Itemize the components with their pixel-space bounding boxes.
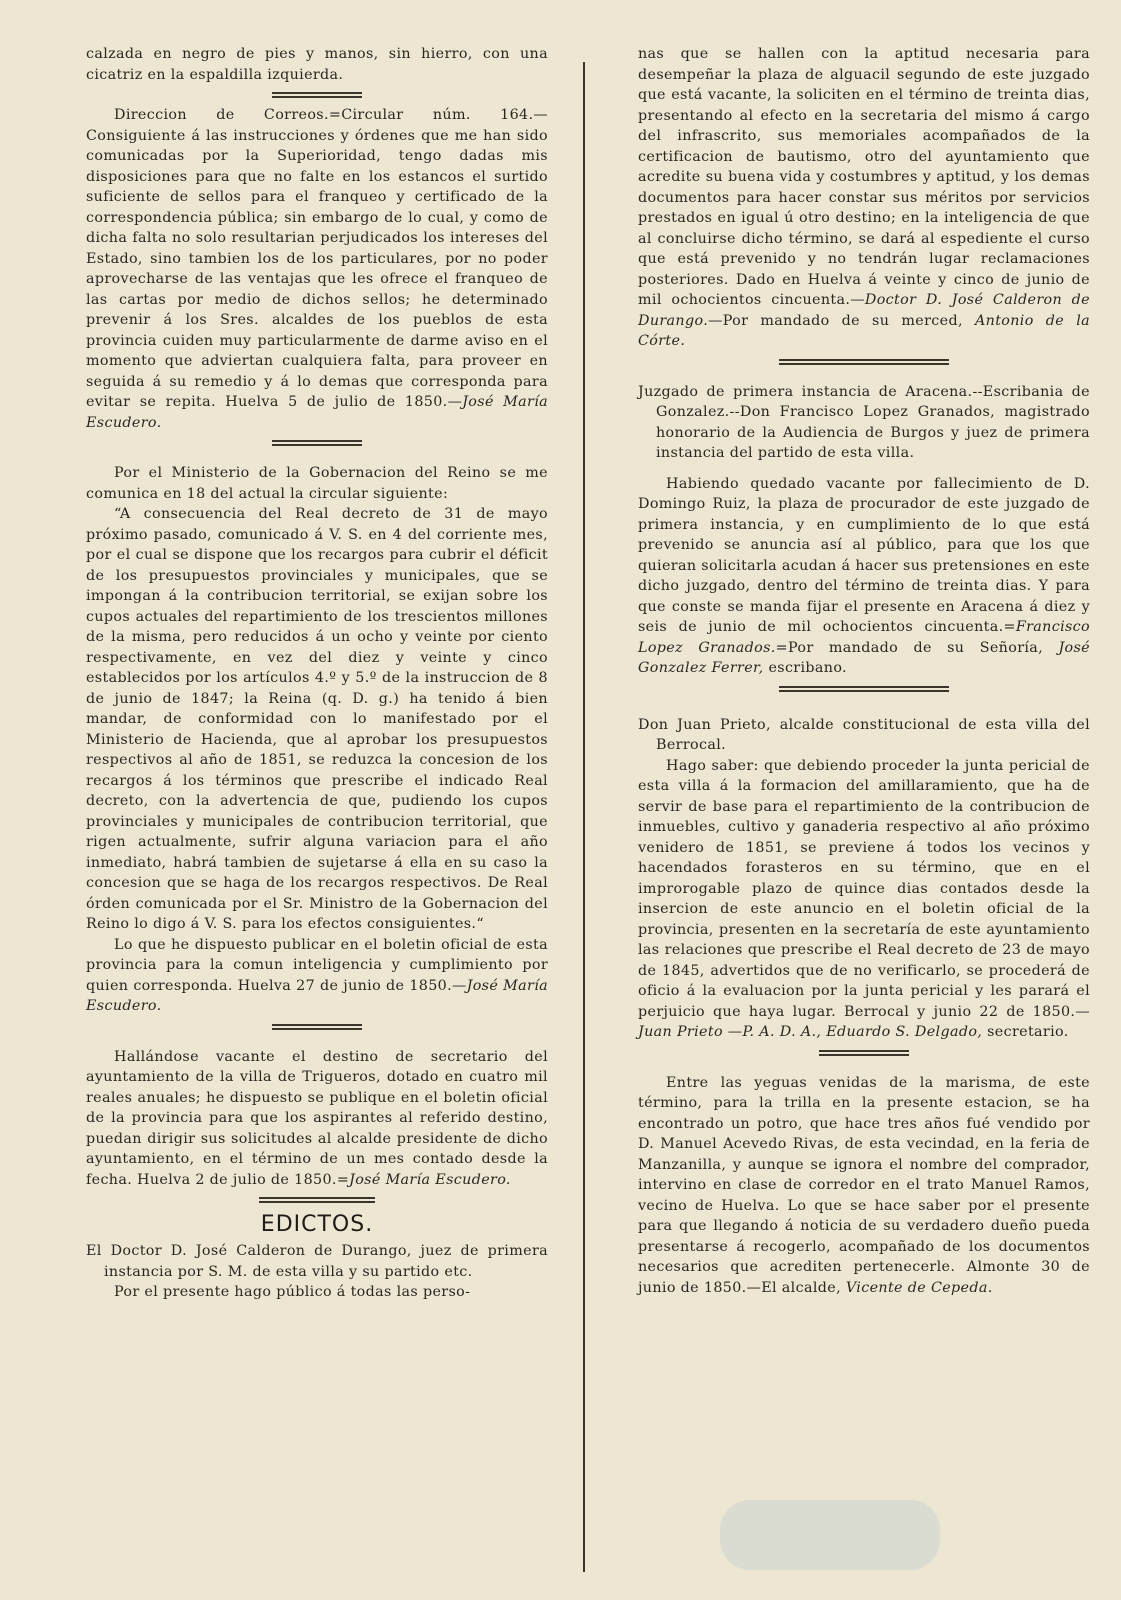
notice-gobernacion-closing-text: Lo que he dispuesto publicar en el boletin oficial de esta provincia para la comun inteligencia y cumplimiento por quien corresponda. Huelva 27 de junio de 1850.: [86, 936, 548, 994]
edict-berrocal-signature: —Juan Prieto —P. A. D. A.,: [638, 1003, 1090, 1040]
notice-gobernacion-circular: “A consecuencia del Real decreto de 31 de mayo próximo pasado, comunicado á V. S. en 4 del corriente mes, por el cual se dispone que los recargos para cubrir el déficit de los presupuestos provinciales y municipales, que se impongan á la contribucion territorial, se exijan sobre los cupos actuales del repartimiento de los trescientos millones de la misma, pero reducidos á un ocho y veinte por ciento respectivamente, en vez del diez y veinte y cinco establecidos por los artículos 4.º y 5.º de la instruccion de 8 de junio de 1847; la Reina (q. D. g.) ha tenido á bien mandar, de conformidad con lo manifestado por el Ministerio de Hacienda, que al aprobar los presupuestos respectivos al año de 1851, se reduzca la concesion de los recargos á los términos que prescribe el indicado Real decreto, con la advertencia de que, pudiendo los cupos provinciales y municipales de contribucion territorial, que rigen actualmente, sufrir alguna variacion para el año inmediato, habrá tambien de sujetarse á ella en su caso la concesion que se haga de los recargos respectivos. De Real órden comunicada por el Sr. Ministro de la Gobernacion del Reino lo digo á V. S. para los efectos consiguientes.“: [86, 506, 548, 932]
separator-rule: [86, 85, 548, 105]
edict-berrocal-text: Hago saber: que debiendo proceder la junta pericial de esta villa á la formacion del amillaramiento, que ha de servir de base para el repartimiento de la contribucion de inmuebles, cultivo y ganaderia respectivo al año próximo venidero de 1851, se previene á todos los vecinos y hacendados forasteros en su término, que en el improrogable plazo de quince dias contados desde la insercion de este anuncio en el boletin oficial de la provincia, presenten en la secretaría de este ayuntamiento las relaciones que prescribe el Real decreto de 23 de mayo de 1845, advertidos que de no verificarlo, se procederá de oficio á la evaluacion por la junta pericial y les parará el perjuicio que haya lugar. Berrocal y junio 22 de 1850.: [638, 757, 1090, 1020]
edict-alguacil-tail: —Por mandado de su merced,: [708, 312, 963, 329]
spacer: [638, 699, 1090, 715]
edict-alguacil-text: nas que se hallen con la aptitud necesaria para desempeñar la plaza de alguacil segundo de este juzgado que está vacante, la soliciten en el término de treinta dias, presentando al efecto en la secretaria del mismo á cargo del infrascrito, sus memoriales acompañados de la certificacion de bautismo, otro del ayuntamiento que acredite su buena vida y costumbres y aptitud, y los demas documentos para hacer constar sus méritos por servicios prestados en igual ú otro destino; en la inteligencia de que al concluirse dicho término, se dará al espediente el curso que está prevenido y no tendrán lugar reclamaciones posteriores. Dado en Huelva á veinte y cinco de junio de mil ochocientos cincuenta.: [638, 46, 1090, 308]
spacer: [638, 372, 1090, 382]
notice-almonte-colt: [638, 1073, 1090, 1299]
edict-aracena-text: Habiendo quedado vacante por fallecimiento de D. Domingo Ruiz, la plaza de procurador de este juzgado de primera instancia, y en cumplimiento de lo que está prevenido se anuncia así al público, para que los que quieran solicitarla acudan á hacer sus pretensiones en este dicho juzgado, dentro del término de treinta dias. Y para que conste se manda fijar el presente en Aracena á diez y seis de junio de mil ochocientos cincuenta.: [638, 475, 1090, 635]
notice-gobernacion-intro: Por el Ministerio de la Gobernacion del Reino se me comunica en 18 del actual la circular siguiente:: [86, 465, 548, 502]
edict-judge-text-start: Por el presente hago público á todas las perso-: [114, 1284, 471, 1300]
left-column: [86, 44, 548, 1303]
separator-rule: [638, 352, 1090, 372]
spacer: [86, 453, 548, 463]
edict-aracena-clerk: José Gonzalez Ferrer,: [638, 639, 1090, 676]
separator-rule: [86, 433, 548, 453]
separator-rule: [86, 1017, 548, 1037]
edict-berrocal: [638, 756, 1090, 1043]
notice-almonte-text: Entre las yeguas venidas de la marisma, de este término, para la trilla en la presente estacion, se ha encontrado un potro, que hace tres años fué vendido por D. Manuel Acevedo Rivas, de esta vecindad, en la feria de Manzanilla, y aunque se ignora el nombre del comprador, intervino en clase de corredor en el trato Manuel Ramos, vecino de Huelva. Lo que se hace saber por el presente para que llegando á noticia de su verdadero dueño pueda presentarse á recogerlo, acompañado de los documentos necesarios que acrediten pertenecerle. Almonte 30 de junio de 1850.—El alcalde,: [638, 1074, 1090, 1296]
separator-rule: [86, 1190, 548, 1210]
notice-trigueros-signature: =José María Escudero.: [336, 1171, 511, 1188]
edict-aracena-header: Juzgado de primera instancia de Aracena.--Escribania de Gonzalez.--Don Francisco Lopez Granados, magistrado honorario de la Audiencia de Burgos y juez de primera instancia del partido de esta villa.: [638, 383, 1090, 461]
separator-rule: [638, 1043, 1090, 1063]
edict-berrocal-header: Don Juan Prieto, alcalde constitucional de esta villa del Berrocal.: [638, 716, 1090, 753]
separator-rule: [638, 679, 1090, 699]
edict-alguacil: [638, 44, 1090, 352]
notice-correos-text: Direccion de Correos.=Circular núm. 164.— Consiguiente á las instrucciones y órdenes que me han sido comunicadas por la Superioridad, tengo dadas mis disposiciones para que no falte en los estancos el surtido suficiente de sellos para el franqueo y certificado de la correspondencia pública; sin embargo de lo cual, y como de dicha falta no solo resultarian perjudicados los intereses del Estado, sino tambien los de los particulares, por no poder aprovecharse de las ventajas que les ofrece el franqueo de las cartas por medio de dichos sellos; he determinado prevenir á los Sres. alcaldes de los pueblos de esta provincia cuiden muy particularmente de darme aviso en el momento que adviertan cualquiera falta, para proveer en seguida á su remedio y á lo demas que corresponda para evitar se repita. Huelva 5 de julio de 1850.: [86, 107, 548, 410]
section-heading-edictos: EDICTOS.: [260, 1212, 374, 1237]
edict-judge-header: El Doctor D. José Calderon de Durango, juez de primera instancia por S. M. de esta villa y su partido etc.: [86, 1243, 548, 1280]
notice-almonte-signature: Vicente de Cepeda.: [845, 1279, 993, 1296]
edict-aracena-signature: =Francisco Lopez Granados.: [638, 619, 1090, 656]
edict-alguacil-clerk: Antonio de la Córte.: [638, 312, 1090, 349]
edict-alguacil-signature: —Doctor D. José Calderon de Durango.: [638, 292, 1090, 329]
spacer: [638, 464, 1090, 474]
paper-stain: [720, 1500, 940, 1570]
notice-trigueros-text: Hallándose vacante el destino de secretario del ayuntamiento de la villa de Trigueros, dotado en cuatro mil reales anuales; he dispuesto se publique en el boletin oficial de la provincia para que los aspirantes al referido destino, puedan dirigir sus solicitudes al alcalde presidente de dicho ayuntamiento, en el término de un mes contado desde la fecha. Huelva 2 de julio de 1850.: [86, 1048, 548, 1188]
edict-aracena: [638, 474, 1090, 679]
notice-gobernacion-closing: [86, 935, 548, 1017]
spacer: [638, 1063, 1090, 1073]
notice-trigueros: [86, 1047, 548, 1191]
column-divider: [583, 62, 585, 1572]
paragraph-animal-description: calzada en negro de pies y manos, sin hierro, con una cicatriz en la espaldilla izquierda.: [86, 46, 548, 83]
notice-correos-signature: —José María Escudero.: [86, 394, 549, 431]
edict-aracena-end: escribano.: [768, 660, 847, 676]
notice-correos: [86, 105, 548, 433]
spacer: [86, 1037, 548, 1047]
edict-aracena-mid: =Por mandado de su Señoría,: [775, 639, 1044, 656]
right-column: [638, 44, 1090, 1298]
edict-berrocal-end: secretario.: [987, 1024, 1069, 1040]
notice-gobernacion-signature: —José María Escudero.: [86, 977, 548, 1014]
edict-berrocal-secretary: Eduardo S. Delgado,: [826, 1024, 983, 1040]
